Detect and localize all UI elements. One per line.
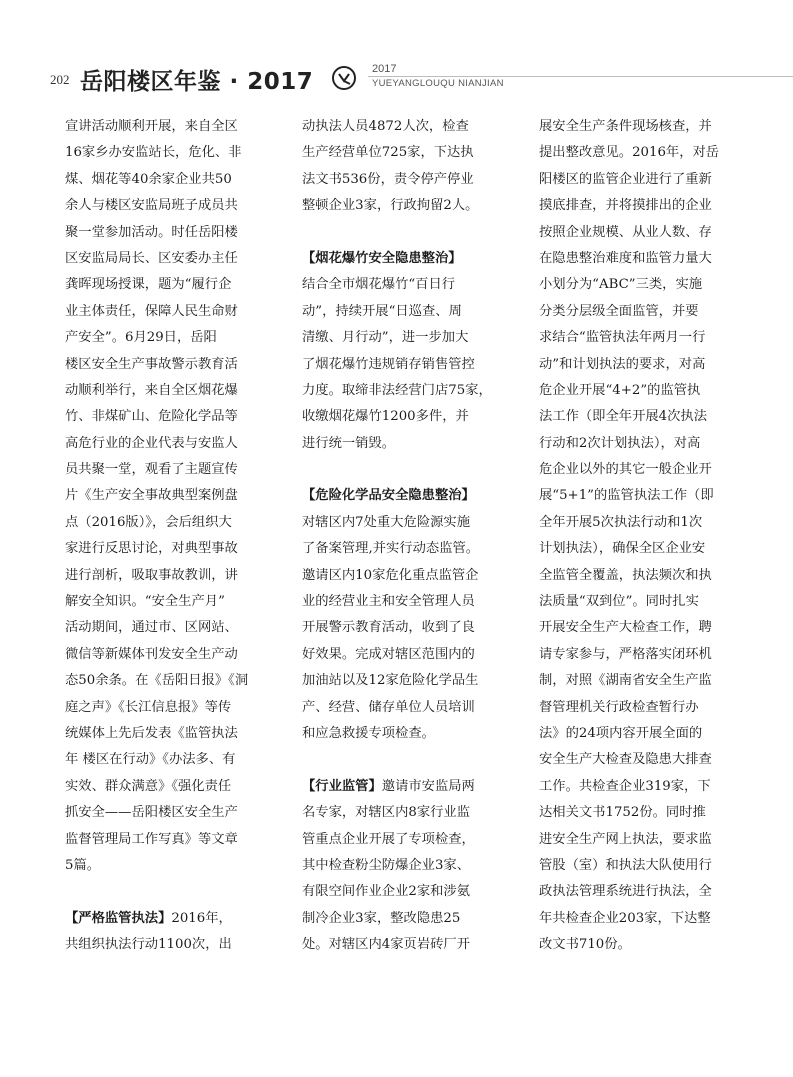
line-text: 阳楼区的监管企业进行了重新 (539, 171, 712, 187)
line-text: 名专家，对辖区内8家行业监 (302, 805, 471, 821)
line-text: 年 楼区在行动》《办法多、有 (65, 752, 236, 768)
text-line (539, 404, 751, 430)
text-line (302, 721, 514, 747)
text-line (65, 483, 277, 509)
text-line (65, 563, 277, 589)
text-line (302, 853, 514, 879)
line-text: 和应急救援专项检查。 (302, 725, 435, 741)
line-text: 处。对辖区内4家页岩砖厂开 (302, 937, 471, 953)
text-line (302, 510, 514, 536)
line-text: 邀请市安监局两 (381, 778, 475, 794)
text-line (539, 483, 751, 509)
line-text: 动顺利举行，来自全区烟花爆 (65, 382, 238, 398)
text-line (65, 932, 277, 958)
text-line (65, 325, 277, 351)
line-text: 分类分层级全面监管，并要 (539, 303, 699, 319)
line-text: 计划执法），确保全区企业安 (539, 541, 706, 557)
text-line (65, 378, 277, 404)
text-line (65, 272, 277, 298)
line-text: 危企业开展“4+2”的监管执 (539, 382, 701, 398)
section-heading: 【烟花爆竹安全隐患整治】 (302, 250, 462, 266)
line-text: 了备案管理,并实行动态监管。 (302, 541, 480, 557)
text-line (65, 695, 277, 721)
running-header (50, 60, 793, 100)
text-line (302, 457, 514, 483)
line-text: 达相关文书1752份。同时推 (539, 805, 706, 821)
text-line (539, 879, 751, 905)
text-line (302, 932, 514, 958)
text-column-1 (65, 114, 277, 959)
text-line (539, 668, 751, 694)
line-text: 法工作（即全年开展4次执法 (539, 409, 708, 425)
text-line (302, 563, 514, 589)
line-text: 5篇。 (65, 857, 101, 873)
line-text: 工作。共检查企业319家，下 (539, 778, 711, 794)
line-text: 点（2016版）》，会后组织大 (65, 514, 232, 530)
header-rule (368, 76, 793, 77)
text-line (302, 431, 514, 457)
line-text: 共组织执法行动1100次，出 (65, 937, 232, 953)
line-text: 法文书536份，责令停产停业 (302, 171, 474, 187)
line-text: 结合全市烟花爆竹“百日行 (302, 277, 456, 293)
line-text: 求结合“监管执法年两月一行 (539, 330, 706, 346)
text-line (65, 220, 277, 246)
text-line (65, 431, 277, 457)
line-text: 区安监局局长、区安委办主任 (65, 250, 238, 266)
text-line (65, 853, 277, 879)
line-text: 进安全生产网上执法，要求监 (539, 831, 712, 847)
line-text: 改文书710份。 (539, 937, 631, 953)
line-text: 产安全”。6月29日，岳阳 (65, 330, 217, 346)
text-line (302, 747, 514, 773)
text-line (65, 879, 277, 905)
line-text: 进行剖析，吸取事故教训，讲 (65, 567, 238, 583)
text-line (539, 272, 751, 298)
text-line (539, 563, 751, 589)
line-text: 对辖区内7处重大危险源实施 (302, 514, 471, 530)
text-line (539, 114, 751, 140)
line-text: 庭之声》《长江信息报》等传 (65, 699, 232, 715)
text-line (302, 615, 514, 641)
line-text: 活动期间，通过市、区网站、 (65, 620, 238, 636)
text-column-3 (539, 114, 751, 959)
text-line (539, 325, 751, 351)
text-line (302, 114, 514, 140)
text-line (65, 352, 277, 378)
text-line (539, 800, 751, 826)
line-text: 摸底排查，并将摸排出的企业 (539, 198, 712, 214)
text-line (539, 536, 751, 562)
text-line (65, 827, 277, 853)
line-text: 开展安全生产大检查工作，聘 (539, 620, 712, 636)
line-text: 开展警示教育活动，收到了良 (302, 620, 475, 636)
text-line (539, 827, 751, 853)
text-line (539, 431, 751, 457)
line-text: 抓安全——岳阳楼区安全生产 (65, 805, 238, 821)
line-text: 整顿企业3家，行政拘留2人。 (302, 198, 479, 214)
text-line (302, 193, 514, 219)
line-text: 展安全生产条件现场核查，并 (539, 119, 712, 134)
text-line (539, 220, 751, 246)
text-line (65, 404, 277, 430)
text-line (65, 589, 277, 615)
line-text: 高危行业的企业代表与安监人 (65, 435, 238, 451)
line-text: 法》的24项内容开展全面的 (539, 725, 703, 741)
line-text: 管重点企业开展了专项检查， (302, 831, 475, 847)
text-line (302, 695, 514, 721)
text-column-2 (302, 114, 514, 959)
line-text: 清缴、月行动”，进一步加大 (302, 330, 469, 346)
line-text: 员共聚一堂，观看了主题宣传 (65, 462, 238, 478)
line-text: 制冷企业3家，整改隐患25 (302, 910, 461, 926)
section-heading: 【危险化学品安全隐患整治】 (302, 488, 475, 504)
text-line (302, 352, 514, 378)
text-line (65, 536, 277, 562)
text-line (302, 246, 514, 272)
text-line (539, 299, 751, 325)
text-line (539, 457, 751, 483)
text-line (65, 642, 277, 668)
section-heading: 【严格监管执法】 (65, 910, 172, 926)
yearbook-logo-icon (331, 65, 357, 91)
text-line (302, 325, 514, 351)
line-text: 动”，持续开展“日巡查、周 (302, 303, 462, 319)
text-line (65, 721, 277, 747)
line-text: 安全生产大检查及隐患大排查 (539, 752, 712, 768)
header-year: 2017 (372, 63, 397, 75)
text-line (539, 510, 751, 536)
line-text: 邀请区内10家危化重点监管企 (302, 567, 479, 583)
line-text: 请专家参与，严格落实闭环机 (539, 646, 712, 662)
line-text: 进行统一销毁。 (302, 435, 396, 451)
text-line (539, 721, 751, 747)
line-text: 政执法管理系统进行执法，全 (539, 884, 712, 900)
text-line (539, 774, 751, 800)
text-line (539, 167, 751, 193)
text-line (302, 668, 514, 694)
page-number: 202 (50, 72, 70, 87)
text-line (539, 246, 751, 272)
line-text: 好效果。完成对辖区范围内的 (302, 646, 475, 662)
line-text: 行动和2次计划执法），对高 (539, 435, 701, 451)
text-line (302, 879, 514, 905)
line-text: 了烟花爆竹违规销存销售管控 (302, 356, 475, 372)
text-line (302, 378, 514, 404)
text-line (302, 483, 514, 509)
line-text: 解安全知识。“安全生产月” (65, 594, 225, 610)
line-text: 收缴烟花爆竹1200多件，并 (302, 409, 469, 425)
text-line (65, 193, 277, 219)
text-line (65, 140, 277, 166)
line-text: 展“5+1”的监管执法工作（即 (539, 488, 714, 504)
line-text: 提出整改意见。2016年，对岳 (539, 145, 720, 161)
line-text: 管股（室）和执法大队使用行 (539, 857, 712, 873)
text-line (302, 220, 514, 246)
line-text: 全监管全覆盖，执法频次和执 (539, 567, 712, 583)
text-line (302, 140, 514, 166)
text-line (65, 246, 277, 272)
text-line (302, 299, 514, 325)
line-text: 统媒体上先后发表《监管执法 (65, 725, 238, 741)
line-text: 余人与楼区安监局班子成员共 (65, 198, 238, 214)
text-line (302, 404, 514, 430)
text-line (539, 378, 751, 404)
line-text: 法质量“双到位”。同时扎实 (539, 594, 699, 610)
text-line (302, 827, 514, 853)
text-line (65, 615, 277, 641)
line-text: 力度。取缔非法经营门店75家， (302, 382, 492, 398)
line-text: 2016年， (171, 910, 232, 926)
line-text: 聚一堂参加活动。时任岳阳楼 (65, 224, 238, 240)
line-text: 制，对照《湖南省安全生产监 (539, 673, 712, 689)
text-line (302, 589, 514, 615)
text-line (65, 299, 277, 325)
text-line (65, 510, 277, 536)
text-line (302, 167, 514, 193)
text-line (539, 193, 751, 219)
text-line (539, 140, 751, 166)
line-text: 小划分为“ABC”三类，实施 (539, 277, 703, 293)
line-text: 煤、烟花等40余家企业共50 (65, 171, 232, 187)
text-line (65, 114, 277, 140)
text-line (65, 457, 277, 483)
text-line (65, 167, 277, 193)
text-line (302, 536, 514, 562)
text-line (539, 906, 751, 932)
line-text: 全年开展5次执法行动和1次 (539, 514, 703, 530)
line-text: 实效、群众满意》《强化责任 (65, 778, 232, 794)
line-text: 楼区安全生产事故警示教育活 (65, 356, 238, 372)
line-text: 竹、非煤矿山、危险化学品等 (65, 409, 238, 425)
text-line (539, 589, 751, 615)
line-text: 微信等新媒体刊发安全生产动 (65, 646, 238, 662)
line-text: 督管理机关行政检查暂行办 (539, 699, 699, 715)
text-line (302, 774, 514, 800)
line-text: 产、经营、储存单位人员培训 (302, 699, 475, 715)
text-line (65, 668, 277, 694)
line-text: 有限空间作业企业2家和涉氨 (302, 884, 471, 900)
line-text: 加油站以及12家危险化学品生 (302, 673, 479, 689)
text-line (65, 774, 277, 800)
text-line (539, 352, 751, 378)
line-text: 宣讲活动顺利开展，来自全区 (65, 119, 238, 134)
text-line (302, 800, 514, 826)
line-text: 年共检查企业203家，下达整 (539, 910, 711, 926)
line-text: 动”和计划执法的要求，对高 (539, 356, 706, 372)
line-text: 家进行反思讨论，对典型事故 (65, 541, 238, 557)
line-text: 业主体责任，保障人民生命财 (65, 303, 238, 319)
text-line (539, 853, 751, 879)
text-line (65, 906, 277, 932)
line-text: 监督管理局工作写真》等文章 (65, 831, 238, 847)
text-line (65, 747, 277, 773)
text-line (302, 272, 514, 298)
text-line (302, 906, 514, 932)
yearbook-title: 岳阳楼区年鉴 · 2017 (80, 69, 314, 95)
header-subtitle: YUEYANGLOUQU NIANJIAN (372, 78, 504, 89)
line-text: 危企业以外的其它一般企业开 (539, 462, 712, 478)
section-heading: 【行业监管】 (302, 778, 382, 794)
text-line (539, 932, 751, 958)
line-text: 其中检查粉尘防爆企业3家、 (302, 857, 471, 873)
line-text: 生产经营单位725家，下达执 (302, 145, 474, 161)
line-text: 动执法人员4872人次，检查 (302, 119, 469, 134)
line-text: 龚晖现场授课，题为“履行企 (65, 277, 232, 293)
text-line (65, 800, 277, 826)
text-line (302, 642, 514, 668)
line-text: 态50余条。在《岳阳日报》《洞 (65, 673, 249, 689)
text-line (539, 747, 751, 773)
line-text: 业的经营业主和安全管理人员 (302, 594, 475, 610)
line-text: 片《生产安全事故典型案例盘 (65, 488, 238, 504)
line-text: 16家乡办安监站长，危化、非 (65, 145, 242, 161)
line-text: 在隐患整治难度和监管力量大 (539, 250, 712, 266)
text-line (539, 615, 751, 641)
text-line (539, 695, 751, 721)
text-line (539, 642, 751, 668)
line-text: 按照企业规模、从业人数、存 (539, 224, 712, 240)
